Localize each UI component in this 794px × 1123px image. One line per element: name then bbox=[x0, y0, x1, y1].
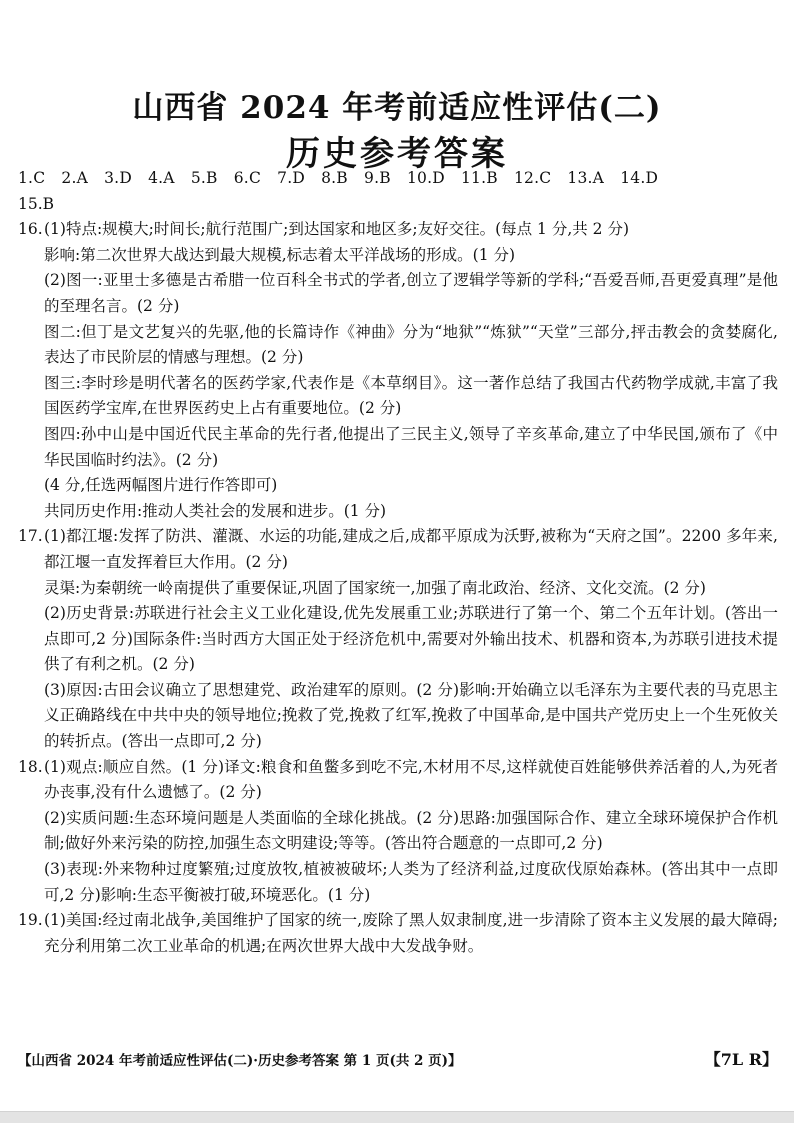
answer-content bbox=[18, 166, 778, 959]
page-footer bbox=[18, 1047, 778, 1071]
answer-paragraph: 共同历史作用:推动人类社会的发展和进步。(1 分) bbox=[44, 501, 387, 520]
page-title: 山西省 2024 年考前适应性评估(二) bbox=[132, 90, 662, 126]
choice-answers bbox=[18, 166, 778, 192]
question-19 bbox=[18, 908, 778, 959]
answer-paragraph: (4 分,任选两幅图片进行作答即可) bbox=[44, 476, 278, 495]
choice-answer: 8.B bbox=[321, 169, 348, 187]
choice-answer: 7.D bbox=[277, 169, 305, 187]
question-18 bbox=[18, 755, 778, 909]
choice-answer: 10.D bbox=[406, 169, 445, 187]
choice-answer: 1.C bbox=[18, 169, 46, 187]
choice-answer: 4.A bbox=[148, 169, 175, 187]
question-16 bbox=[18, 217, 778, 524]
choice-answer: 11.B bbox=[460, 169, 498, 187]
choice-answer: 13.A bbox=[567, 169, 605, 187]
question-number: 18. bbox=[18, 757, 43, 776]
choice-answer-last: 15.B bbox=[18, 194, 55, 213]
answer-paragraph: (3)原因:古田会议确立了思想建党、政治建军的原则。(2 分)影响:开始确立以毛泽东为主要代表的马克思主义正确路线在中共中央的领导地位;挽救了党,挽救了红军,挽救了中国革命,是中国共产党历史上一个生死攸关的转折点。(答出一点即可,2 分) bbox=[44, 680, 778, 751]
choice-answer: 2.A bbox=[61, 169, 88, 187]
question-17 bbox=[18, 524, 778, 754]
question-number: 17. bbox=[18, 527, 43, 546]
answer-paragraph: (1)美国:经过南北战争,美国维护了国家的统一,废除了黑人奴隶制度,进一步清除了资本主义发展的最大障碍;充分利用第二次工业革命的机遇;在两次世界大战中大发战争财。 bbox=[44, 911, 778, 955]
choice-answer: 14.D bbox=[620, 169, 659, 187]
answer-paragraph: (2)历史背景:苏联进行社会主义工业化建设,优先发展重工业;苏联进行了第一个、第二个五年计划。(答出一点即可,2 分)国际条件:当时西方大国正处于经济危机中,需要对外输出技术、机器和资本,为苏联引进技术提供了有利之机。(2 分) bbox=[44, 604, 778, 674]
answer-paragraph: (3)表现:外来物种过度繁殖;过度放牧,植被被破坏;人类为了经济利益,过度砍伐原始森林。(答出其中一点即可,2 分)影响:生态平衡被打破,环境恶化。(1 分) bbox=[44, 860, 778, 904]
choice-answer: 9.B bbox=[364, 169, 391, 187]
answer-paragraph: 影响:第二次世界大战达到最大规模,标志着太平洋战场的形成。(1 分) bbox=[44, 245, 516, 264]
answer-paragraph: (1)观点:顺应自然。(1 分)译文:粮食和鱼鳖多到吃不完,木材用不尽,这样就使百姓能够供养活着的人,为死者办丧事,没有什么遗憾了。(2 分) bbox=[44, 757, 778, 802]
page-subtitle: 历史参考答案 bbox=[286, 134, 508, 174]
footer-code: 【7L R】 bbox=[704, 1050, 778, 1069]
footer-page-info: 【山西省 2024 年考前适应性评估(二)·历史参考答案 第 1 页(共 2 页)】 bbox=[18, 1053, 462, 1069]
choice-answer: 12.C bbox=[513, 169, 552, 187]
answer-paragraph: 图三:李时珍是明代著名的医药学家,代表作是《本草纲目》。这一著作总结了我国古代药物学成就,丰富了我国医药学宝库,在世界医药史上占有重要地位。(2 分) bbox=[44, 373, 778, 418]
answer-paragraph: (1)都江堰:发挥了防洪、灌溉、水运的功能,建成之后,成都平原成为沃野,被称为“天府之国”。2200 多年来,都江堰一直发挥着巨大作用。(2 分) bbox=[44, 527, 778, 571]
answer-paragraph: (1)特点:规模大;时间长;航行范围广;到达国家和地区多;友好交往。(每点 1 分,共 2 分) bbox=[44, 220, 630, 239]
bottom-divider bbox=[0, 1111, 794, 1123]
choice-answer: 5.B bbox=[190, 169, 218, 187]
question-number: 19. bbox=[18, 911, 43, 930]
answer-paragraph: 图二:但丁是文艺复兴的先驱,他的长篇诗作《神曲》分为“地狱”“炼狱”“天堂”三部分,抨击教会的贪婪腐化,表达了市民阶层的情感与理想。(2 分) bbox=[44, 322, 778, 367]
choice-answer: 6.C bbox=[233, 169, 261, 187]
choice-answer: 3.D bbox=[104, 169, 132, 187]
answer-paragraph: 图四:孙中山是中国近代民主革命的先行者,他提出了三民主义,领导了辛亥革命,建立了中华民国,颁布了《中华民国临时约法》。(2 分) bbox=[44, 424, 778, 469]
question-number: 16. bbox=[18, 220, 43, 239]
answer-paragraph: (2)图一:亚里士多德是古希腊一位百科全书式的学者,创立了逻辑学等新的学科;“吾爱吾师,吾更爱真理”是他的至理名言。(2 分) bbox=[44, 271, 778, 315]
answer-paragraph: (2)实质问题:生态环境问题是人类面临的全球化挑战。(2 分)思路:加强国际合作、建立全球环境保护合作机制;做好外来污染的防控,加强生态文明建设;等等。(答出符合题意的一点即可,2 分) bbox=[44, 808, 778, 853]
answer-paragraph: 灵渠:为秦朝统一岭南提供了重要保证,巩固了国家统一,加强了南北政治、经济、文化交流。(2 分) bbox=[44, 578, 706, 597]
